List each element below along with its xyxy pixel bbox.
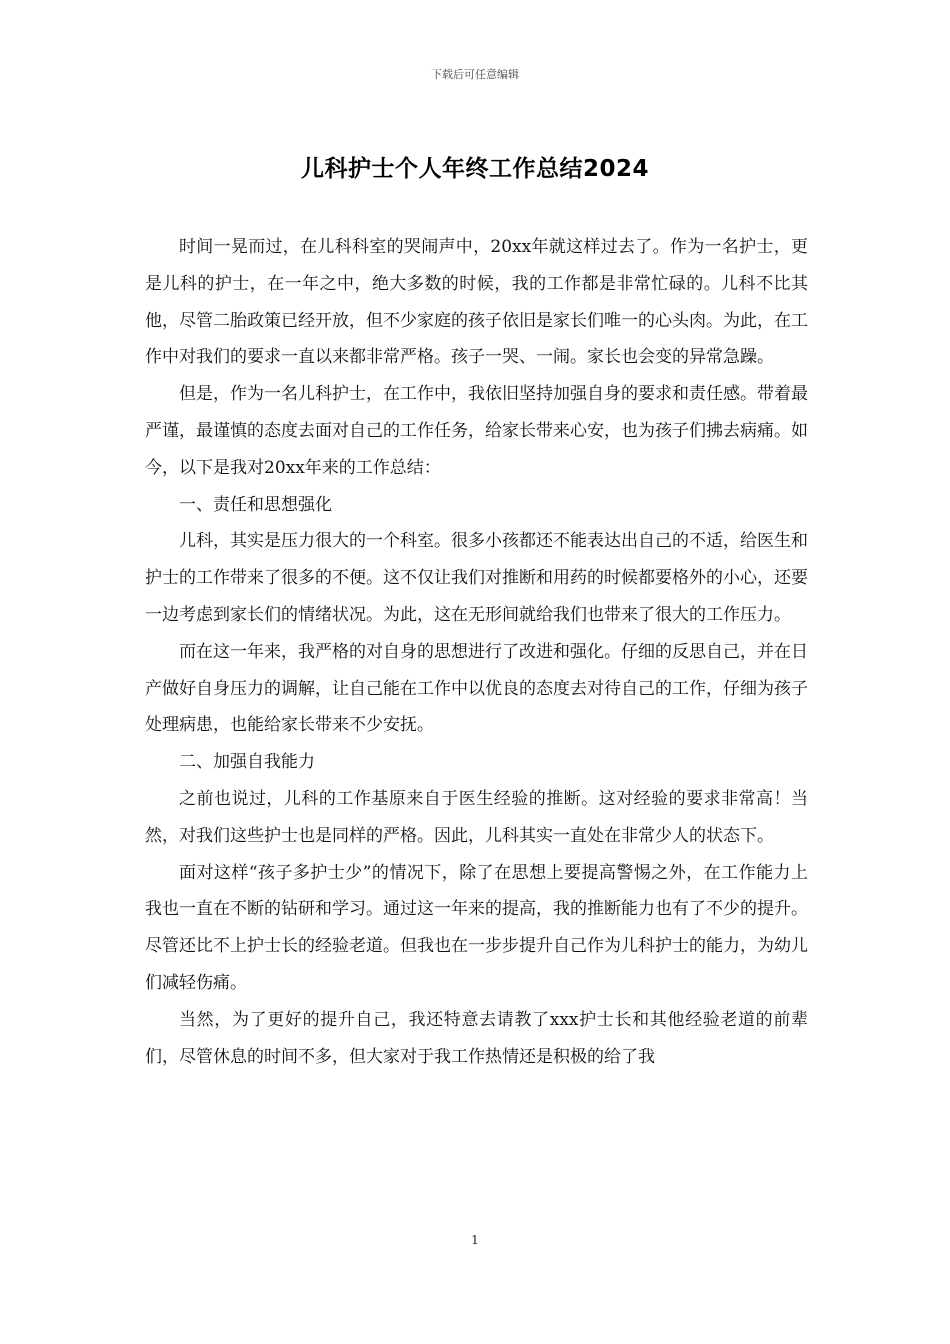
- document-body: [145, 229, 808, 1075]
- body-paragraph: 而在这一年来，我严格的对自身的思想进行了改进和强化。仔细的反思自己，并在日产做好自身压力的调解，让自己能在工作中以优良的态度去对待自己的工作，仔细为孩子处理病患，也能给家长带来不少安抚。: [145, 641, 808, 736]
- section-heading: 二、加强自我能力: [179, 752, 315, 773]
- document-title: 儿科护士个人年终工作总结2024: [300, 156, 649, 182]
- body-paragraph: 儿科，其实是压力很大的一个科室。很多小孩都还不能表达出自己的不适，给医生和护士的工作带来了很多的不便。这不仅让我们对推断和用药的时候都要格外的小心，还要一边考虑到家长们的情绪状况。为此，这在无形间就给我们也带来了很大的工作压力。: [145, 531, 808, 625]
- body-paragraph: 之前也说过，儿科的工作基原来自于医生经验的推断。这对经验的要求非常高！当然，对我们这些护士也是同样的严格。因此，儿科其实一直处在非常少人的状态下。: [145, 788, 808, 846]
- body-paragraph: 时间一晃而过，在儿科科室的哭闹声中，20xx年就这样过去了。作为一名护士，更是儿科的护士，在一年之中，绝大多数的时候，我的工作都是非常忙碌的。儿科不比其他，尽管二胎政策已经开放，但不少家庭的孩子依旧是家长们唯一的心头肉。为此，在工作中对我们的要求一直以来都非常严格。孩子一哭、一闹。家长也会变的异常急躁。: [145, 237, 808, 368]
- body-paragraph: 当然，为了更好的提升自己，我还特意去请教了xxx护士长和其他经验老道的前辈们，尽管休息的时间不多，但大家对于我工作热情还是积极的给了我: [145, 1009, 808, 1067]
- page-header-note: 下载后可任意编辑: [431, 68, 519, 81]
- body-paragraph: 面对这样“孩子多护士少”的情况下，除了在思想上要提高警惕之外，在工作能力上我也一直在不断的钻研和学习。通过这一年来的提高，我的推断能力也有了不少的提升。尽管还比不上护士长的经验老道。但我也在一步步提升自己作为儿科护士的能力，为幼儿们减轻伤痛。: [145, 862, 808, 993]
- page-number: 1: [471, 1233, 479, 1247]
- section-heading: 一、责任和思想强化: [179, 494, 332, 515]
- body-paragraph: 但是，作为一名儿科护士，在工作中，我依旧坚持加强自身的要求和责任感。带着最严谨，最谨慎的态度去面对自己的工作任务，给家长带来心安，也为孩子们拂去病痛。如今，以下是我对20xx年来的工作总结：: [145, 384, 808, 478]
